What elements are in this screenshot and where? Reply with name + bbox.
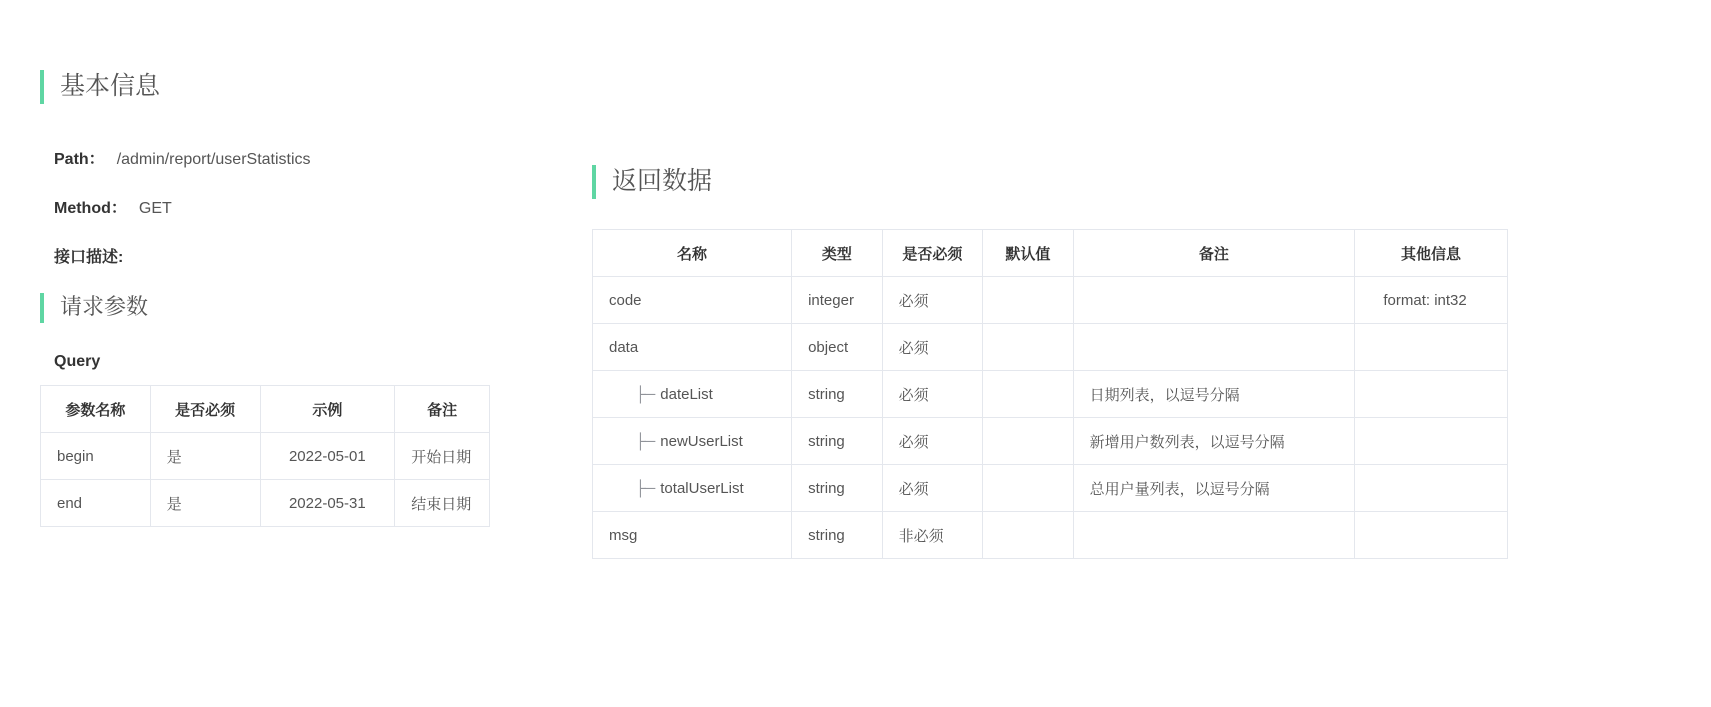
table-row (593, 512, 1508, 559)
cell-other-info (1355, 418, 1508, 465)
cell-type: string (792, 512, 882, 559)
cell-example: 2022-05-01 (260, 433, 395, 480)
table-row (593, 277, 1508, 324)
cell-required: 非必须 (882, 512, 983, 559)
table-row (593, 465, 1508, 512)
cell-remark: 开始日期 (395, 433, 490, 480)
tree-branch-icon: ├─ (635, 479, 655, 497)
col-other-info: 其他信息 (1355, 230, 1508, 277)
cell-required: 必须 (882, 324, 983, 371)
cell-name-label: dateList (660, 385, 713, 403)
col-type: 类型 (792, 230, 882, 277)
cell-remark (1073, 324, 1355, 371)
cell-type: object (792, 324, 882, 371)
cell-default (983, 418, 1073, 465)
description-label: 接口描述: (54, 249, 124, 266)
path-label: Path： (54, 151, 105, 168)
cell-param-name: begin (41, 433, 151, 480)
request-params-heading (40, 293, 560, 323)
right-column (592, 165, 1522, 559)
table-header-row (41, 386, 490, 433)
basic-info-heading (40, 70, 560, 104)
col-example: 示例 (260, 386, 395, 433)
table-row (41, 480, 490, 527)
cell-required: 是 (150, 433, 260, 480)
cell-default (983, 371, 1073, 418)
left-column (40, 70, 560, 527)
col-default: 默认值 (983, 230, 1073, 277)
method-row (54, 195, 560, 218)
col-required: 是否必须 (882, 230, 983, 277)
cell-other-info (1355, 324, 1508, 371)
cell-remark (1073, 512, 1355, 559)
request-params-heading-label: 请求参数 (60, 293, 149, 319)
cell-name (593, 465, 792, 512)
cell-example: 2022-05-31 (260, 480, 395, 527)
cell-required: 必须 (882, 465, 983, 512)
description-row (54, 244, 560, 267)
path-row (54, 146, 560, 169)
accent-bar-icon (40, 70, 44, 104)
path-value: /admin/report/userStatistics (116, 151, 311, 168)
cell-default (983, 277, 1073, 324)
col-param-name: 参数名称 (41, 386, 151, 433)
cell-default (983, 324, 1073, 371)
cell-name: data (593, 324, 792, 371)
cell-required: 是 (150, 480, 260, 527)
cell-remark: 总用户量列表，以逗号分隔 (1073, 465, 1355, 512)
cell-param-name: end (41, 480, 151, 527)
cell-required: 必须 (882, 418, 983, 465)
cell-name (593, 371, 792, 418)
cell-other-info (1355, 465, 1508, 512)
cell-required: 必须 (882, 277, 983, 324)
response-data-table (592, 229, 1508, 559)
cell-remark: 新增用户数列表，以逗号分隔 (1073, 418, 1355, 465)
cell-default (983, 512, 1073, 559)
cell-type: string (792, 418, 882, 465)
basic-info-heading-label: 基本信息 (60, 72, 161, 100)
request-params-table (40, 385, 490, 527)
tree-branch-icon: ├─ (635, 432, 655, 450)
cell-required: 必须 (882, 371, 983, 418)
accent-bar-icon (592, 165, 596, 199)
table-row (593, 418, 1508, 465)
cell-name: msg (593, 512, 792, 559)
cell-other-info: format: int32 (1355, 277, 1508, 324)
accent-bar-icon (40, 293, 44, 323)
tree-branch-icon: ├─ (635, 385, 655, 403)
cell-remark: 日期列表，以逗号分隔 (1073, 371, 1355, 418)
cell-type: string (792, 465, 882, 512)
table-header-row (593, 230, 1508, 277)
cell-name (593, 418, 792, 465)
cell-remark: 结束日期 (395, 480, 490, 527)
cell-name-label: newUserList (660, 432, 743, 450)
cell-default (983, 465, 1073, 512)
col-remark: 备注 (395, 386, 490, 433)
cell-other-info (1355, 512, 1508, 559)
cell-name: code (593, 277, 792, 324)
response-data-heading-label: 返回数据 (612, 167, 713, 195)
col-required: 是否必须 (150, 386, 260, 433)
cell-name-label: totalUserList (660, 479, 744, 497)
method-label: Method： (54, 200, 127, 217)
table-row (593, 371, 1508, 418)
method-value: GET (138, 200, 172, 217)
cell-type: integer (792, 277, 882, 324)
col-name: 名称 (593, 230, 792, 277)
col-remark: 备注 (1073, 230, 1355, 277)
table-row (593, 324, 1508, 371)
query-subheading: Query (54, 353, 101, 370)
response-data-heading (592, 165, 1522, 199)
table-row (41, 433, 490, 480)
cell-remark (1073, 277, 1355, 324)
cell-type: string (792, 371, 882, 418)
basic-info-list (54, 146, 560, 267)
cell-other-info (1355, 371, 1508, 418)
